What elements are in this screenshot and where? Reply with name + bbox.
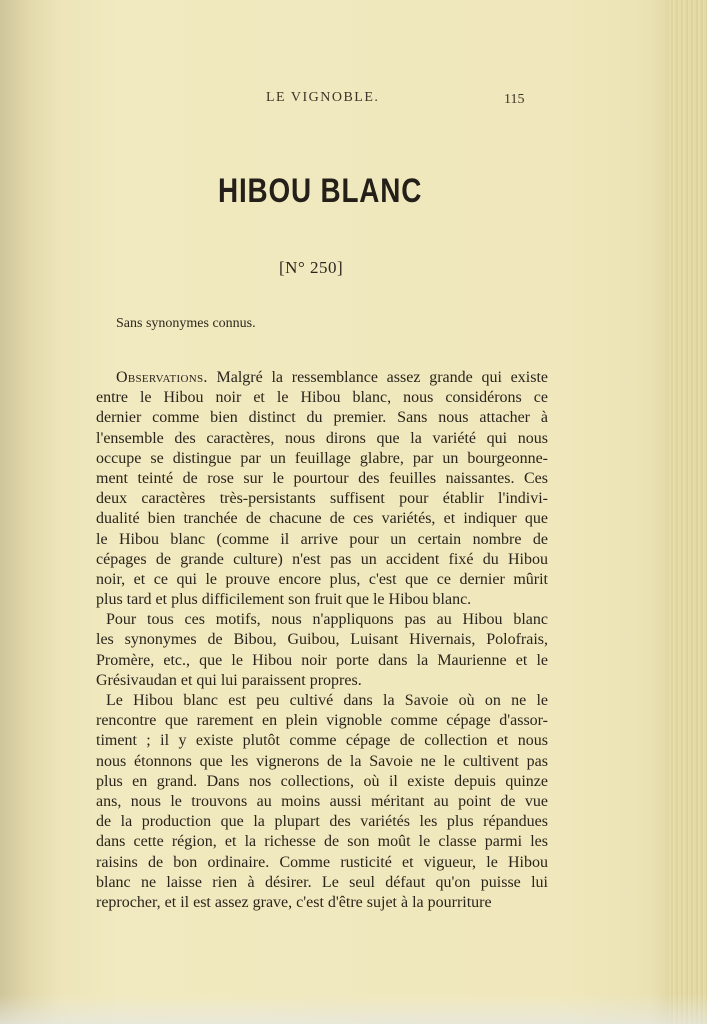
paragraph-1-line: ment teinté de rose sur le pourtour des feuilles naissantes. Ces	[96, 469, 548, 487]
paragraph-1-opening: Malgré la ressemblance assez grande qui existe	[207, 369, 548, 386]
synonyms-note: Sans synonymes connus.	[116, 316, 256, 331]
paragraph-3-line: raisins de bon ordinaire. Comme rusticité et vigueur, le Hibou	[96, 853, 548, 871]
paragraph-3-line: Le Hibou blanc est peu cultivé dans la Savoie où on ne le	[106, 692, 548, 709]
observations-label: Observations.	[116, 369, 208, 386]
paragraph-3-line: nous étonnons que les vignerons de la Savoie ne le cultivent pas	[96, 752, 548, 770]
paragraph-1-line: deux caractères très-persistants suffisent pour établir l'indivi-	[96, 490, 548, 508]
page-edge-stack	[669, 0, 707, 1024]
paragraph-1-line: le Hibou blanc (comme il arrive pour un certain nombre de	[96, 530, 548, 548]
page-title: HIBOU BLANC	[218, 172, 423, 210]
body-text	[96, 368, 556, 913]
paragraph-2-line: les synonymes de Bibou, Guibou, Luisant Hivernais, Polofrais,	[96, 631, 548, 649]
paragraph-1-line: occupe se distingue par un feuillage glabre, par un bourgeonne-	[96, 449, 548, 467]
page-bottom-edge	[0, 994, 707, 1024]
paragraph-1-line: dernier comme bien distinct du premier. Sans nous attacher à	[96, 409, 548, 427]
paragraph-3-line: dans cette région, et la richesse de son moût le classe parmi les	[96, 833, 548, 851]
paragraph-2-line: Grésivaudan et qui lui paraissent propres.	[96, 671, 362, 689]
paragraph-3-line: blanc ne laisse rien à désirer. Le seul défaut qu'on puisse lui	[96, 873, 548, 891]
paragraph-3-line: timent ; il y existe plutôt comme cépage de collection et nous	[96, 732, 548, 750]
paragraph-1-line: dualité bien tranchée de chacune de ces variétés, et indiquer que	[96, 510, 548, 528]
running-head: LE VIGNOBLE.	[266, 90, 380, 105]
paragraph-3-line: rencontre que rarement en plein vignoble comme cépage d'assor-	[96, 712, 548, 730]
paragraph-2-line: Promère, etc., que le Hibou noir porte dans la Maurienne et le	[96, 651, 548, 669]
paragraph-1-line: l'ensemble des caractères, nous dirons que la variété qui nous	[96, 429, 548, 447]
paragraph-3-line: plus en grand. Dans nos collections, où il existe depuis quinze	[96, 772, 548, 790]
paragraph-1-line	[96, 368, 548, 388]
page-gutter-shadow	[0, 0, 60, 1024]
paragraph-3-line: reprocher, et il est assez grave, c'est d'être sujet à la pourriture	[96, 893, 492, 911]
paragraph-2-line: Pour tous ces motifs, nous n'appliquons pas au Hibou blanc	[106, 611, 548, 629]
paragraph-1-line: entre le Hibou noir et le Hibou blanc, nous considérons ce	[96, 389, 548, 407]
paragraph-1-line: cépages de grande culture) n'est pas un accident fixé du Hibou	[96, 550, 548, 568]
paragraph-3-line: ans, nous le trouvons au moins aussi méritant au point de vue	[96, 792, 548, 810]
page-number: 115	[504, 92, 525, 107]
paragraph-3-line: de la production que la plupart des variétés les plus répandues	[96, 813, 548, 831]
paragraph-1-line: plus tard et plus difficilement son fruit que le Hibou blanc.	[96, 591, 472, 609]
variety-number: [N° 250]	[279, 258, 344, 277]
paragraph-1-line: noir, et ce qui le prouve encore plus, c'est que ce dernier mûrit	[96, 570, 548, 588]
